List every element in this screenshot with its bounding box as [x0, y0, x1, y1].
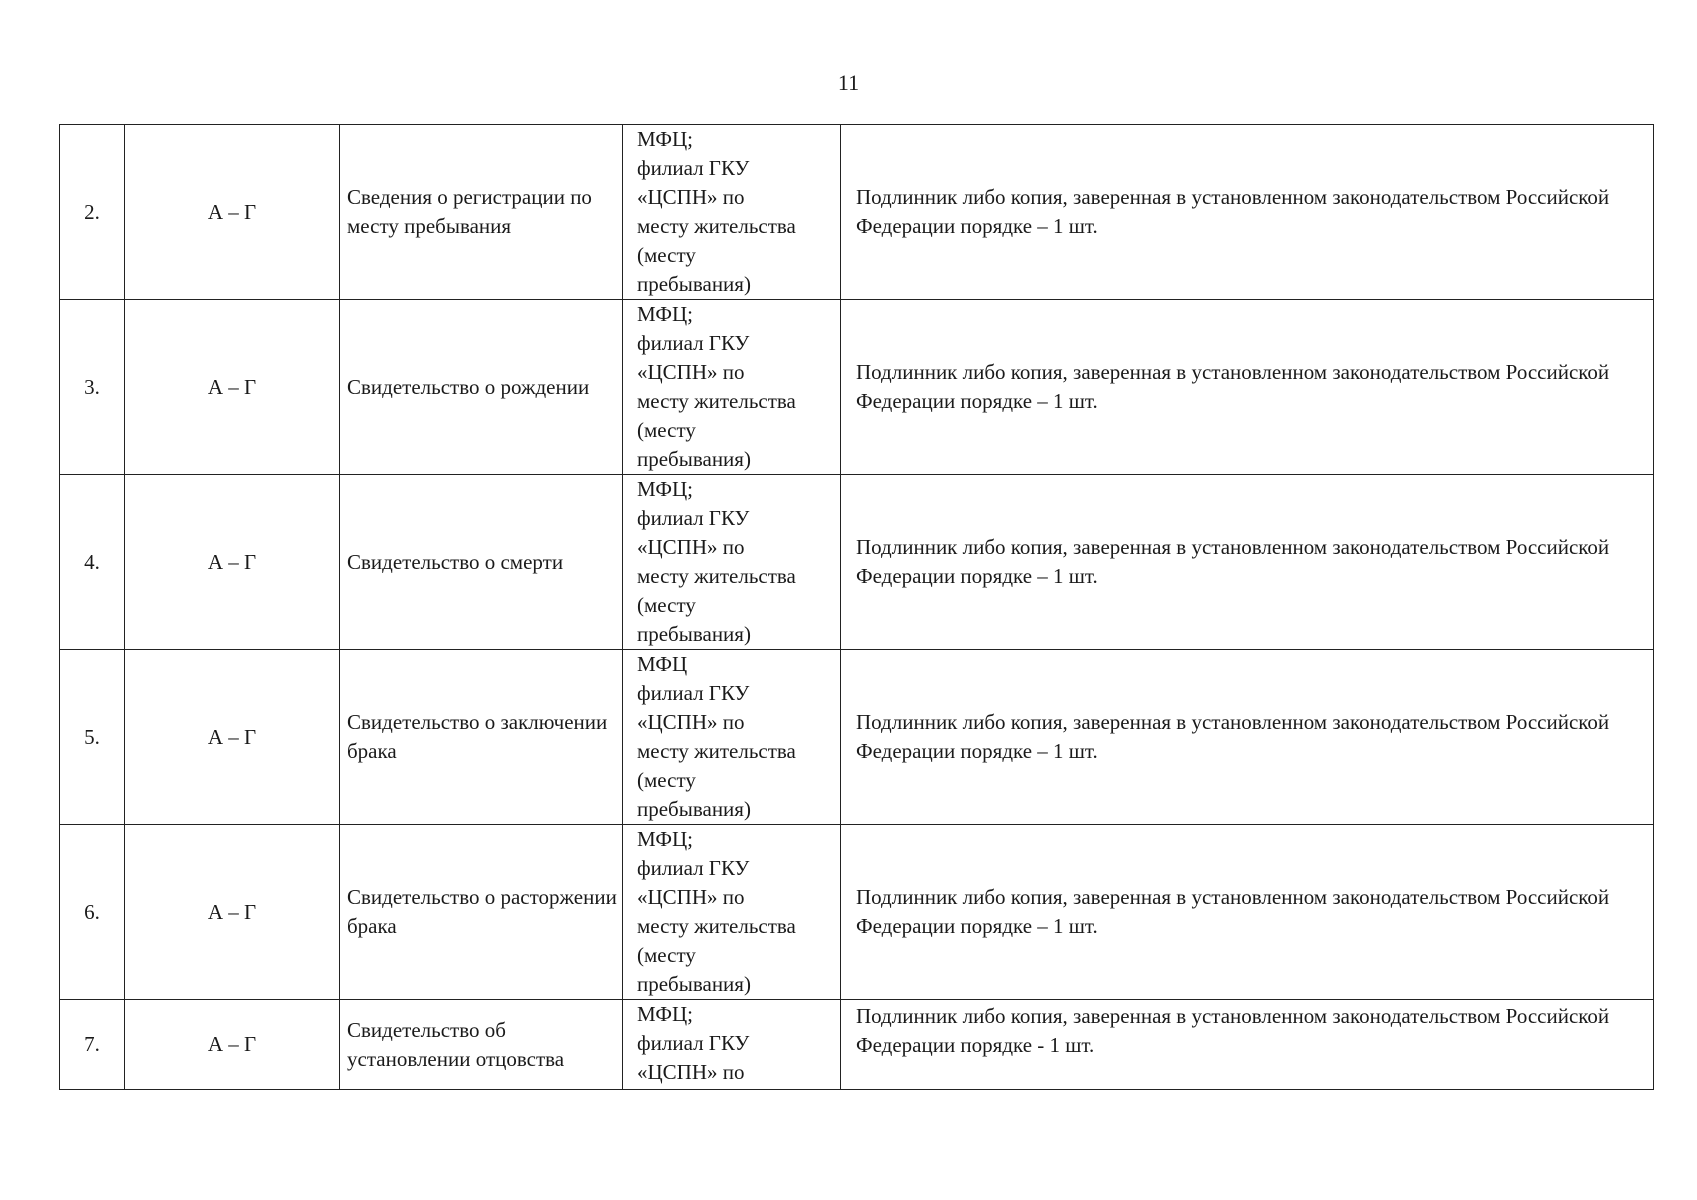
place-line: филиал ГКУ: [637, 506, 750, 530]
table-row: [60, 1000, 1654, 1090]
table-row: [60, 125, 1654, 300]
place-line: (месту: [637, 943, 696, 967]
place-line: месту жительства: [637, 389, 796, 413]
row-number: 3.: [60, 300, 125, 475]
place-line: (месту: [637, 243, 696, 267]
row-category: А – Г: [125, 125, 340, 300]
place-line: филиал ГКУ: [637, 856, 750, 880]
place-line: (месту: [637, 418, 696, 442]
row-submission-place: [623, 825, 841, 1000]
row-document: Свидетельство о смерти: [340, 475, 623, 650]
documents-table: [59, 124, 1654, 1090]
row-category: А – Г: [125, 650, 340, 825]
place-line: МФЦ;: [637, 127, 693, 151]
row-document: Сведения о регистрации по месту пребывания: [340, 125, 623, 300]
row-requirement: Подлинник либо копия, заверенная в установленном законодательством Российской Федерации порядке – 1 шт.: [841, 825, 1654, 1000]
table-row: [60, 650, 1654, 825]
row-requirement: Подлинник либо копия, заверенная в установленном законодательством Российской Федерации порядке - 1 шт.: [841, 1000, 1654, 1090]
place-line: «ЦСПН» по: [637, 535, 745, 559]
place-line: (месту: [637, 593, 696, 617]
place-line: месту жительства: [637, 564, 796, 588]
place-line: «ЦСПН» по: [637, 360, 745, 384]
place-line: месту жительства: [637, 914, 796, 938]
row-submission-place: [623, 125, 841, 300]
place-line: пребывания): [637, 797, 751, 821]
row-number: 5.: [60, 650, 125, 825]
place-line: месту жительства: [637, 739, 796, 763]
place-line: «ЦСПН» по: [637, 1060, 745, 1084]
place-line: «ЦСПН» по: [637, 710, 745, 734]
place-line: МФЦ: [637, 652, 688, 676]
row-number: 7.: [60, 1000, 125, 1090]
place-line: пребывания): [637, 622, 751, 646]
row-number: 4.: [60, 475, 125, 650]
row-submission-place: [623, 1000, 841, 1090]
place-line: «ЦСПН» по: [637, 185, 745, 209]
row-document: Свидетельство об установлении отцовства: [340, 1000, 623, 1090]
place-line: пребывания): [637, 447, 751, 471]
row-requirement: Подлинник либо копия, заверенная в установленном законодательством Российской Федерации порядке – 1 шт.: [841, 125, 1654, 300]
table-row: [60, 825, 1654, 1000]
row-submission-place: [623, 475, 841, 650]
place-line: «ЦСПН» по: [637, 885, 745, 909]
page-number: 11: [837, 70, 860, 95]
row-number: 2.: [60, 125, 125, 300]
place-line: (месту: [637, 768, 696, 792]
row-requirement: Подлинник либо копия, заверенная в установленном законодательством Российской Федерации порядке – 1 шт.: [841, 475, 1654, 650]
place-line: филиал ГКУ: [637, 1031, 750, 1055]
place-line: филиал ГКУ: [637, 681, 750, 705]
place-line: пребывания): [637, 272, 751, 296]
row-submission-place: [623, 650, 841, 825]
row-document: Свидетельство о расторжении брака: [340, 825, 623, 1000]
place-line: МФЦ;: [637, 827, 693, 851]
row-category: А – Г: [125, 475, 340, 650]
place-line: филиал ГКУ: [637, 331, 750, 355]
place-line: филиал ГКУ: [637, 156, 750, 180]
row-submission-place: [623, 300, 841, 475]
place-line: МФЦ;: [637, 1002, 693, 1026]
row-requirement: Подлинник либо копия, заверенная в установленном законодательством Российской Федерации порядке – 1 шт.: [841, 300, 1654, 475]
row-document: Свидетельство о заключении брака: [340, 650, 623, 825]
row-category: А – Г: [125, 1000, 340, 1090]
place-line: МФЦ;: [637, 477, 693, 501]
row-number: 6.: [60, 825, 125, 1000]
row-requirement: Подлинник либо копия, заверенная в установленном законодательством Российской Федерации порядке – 1 шт.: [841, 650, 1654, 825]
place-line: месту жительства: [637, 214, 796, 238]
place-line: пребывания): [637, 972, 751, 996]
place-line: МФЦ;: [637, 302, 693, 326]
row-category: А – Г: [125, 300, 340, 475]
table-row: [60, 300, 1654, 475]
row-document: Свидетельство о рождении: [340, 300, 623, 475]
table-row: [60, 475, 1654, 650]
row-category: А – Г: [125, 825, 340, 1000]
